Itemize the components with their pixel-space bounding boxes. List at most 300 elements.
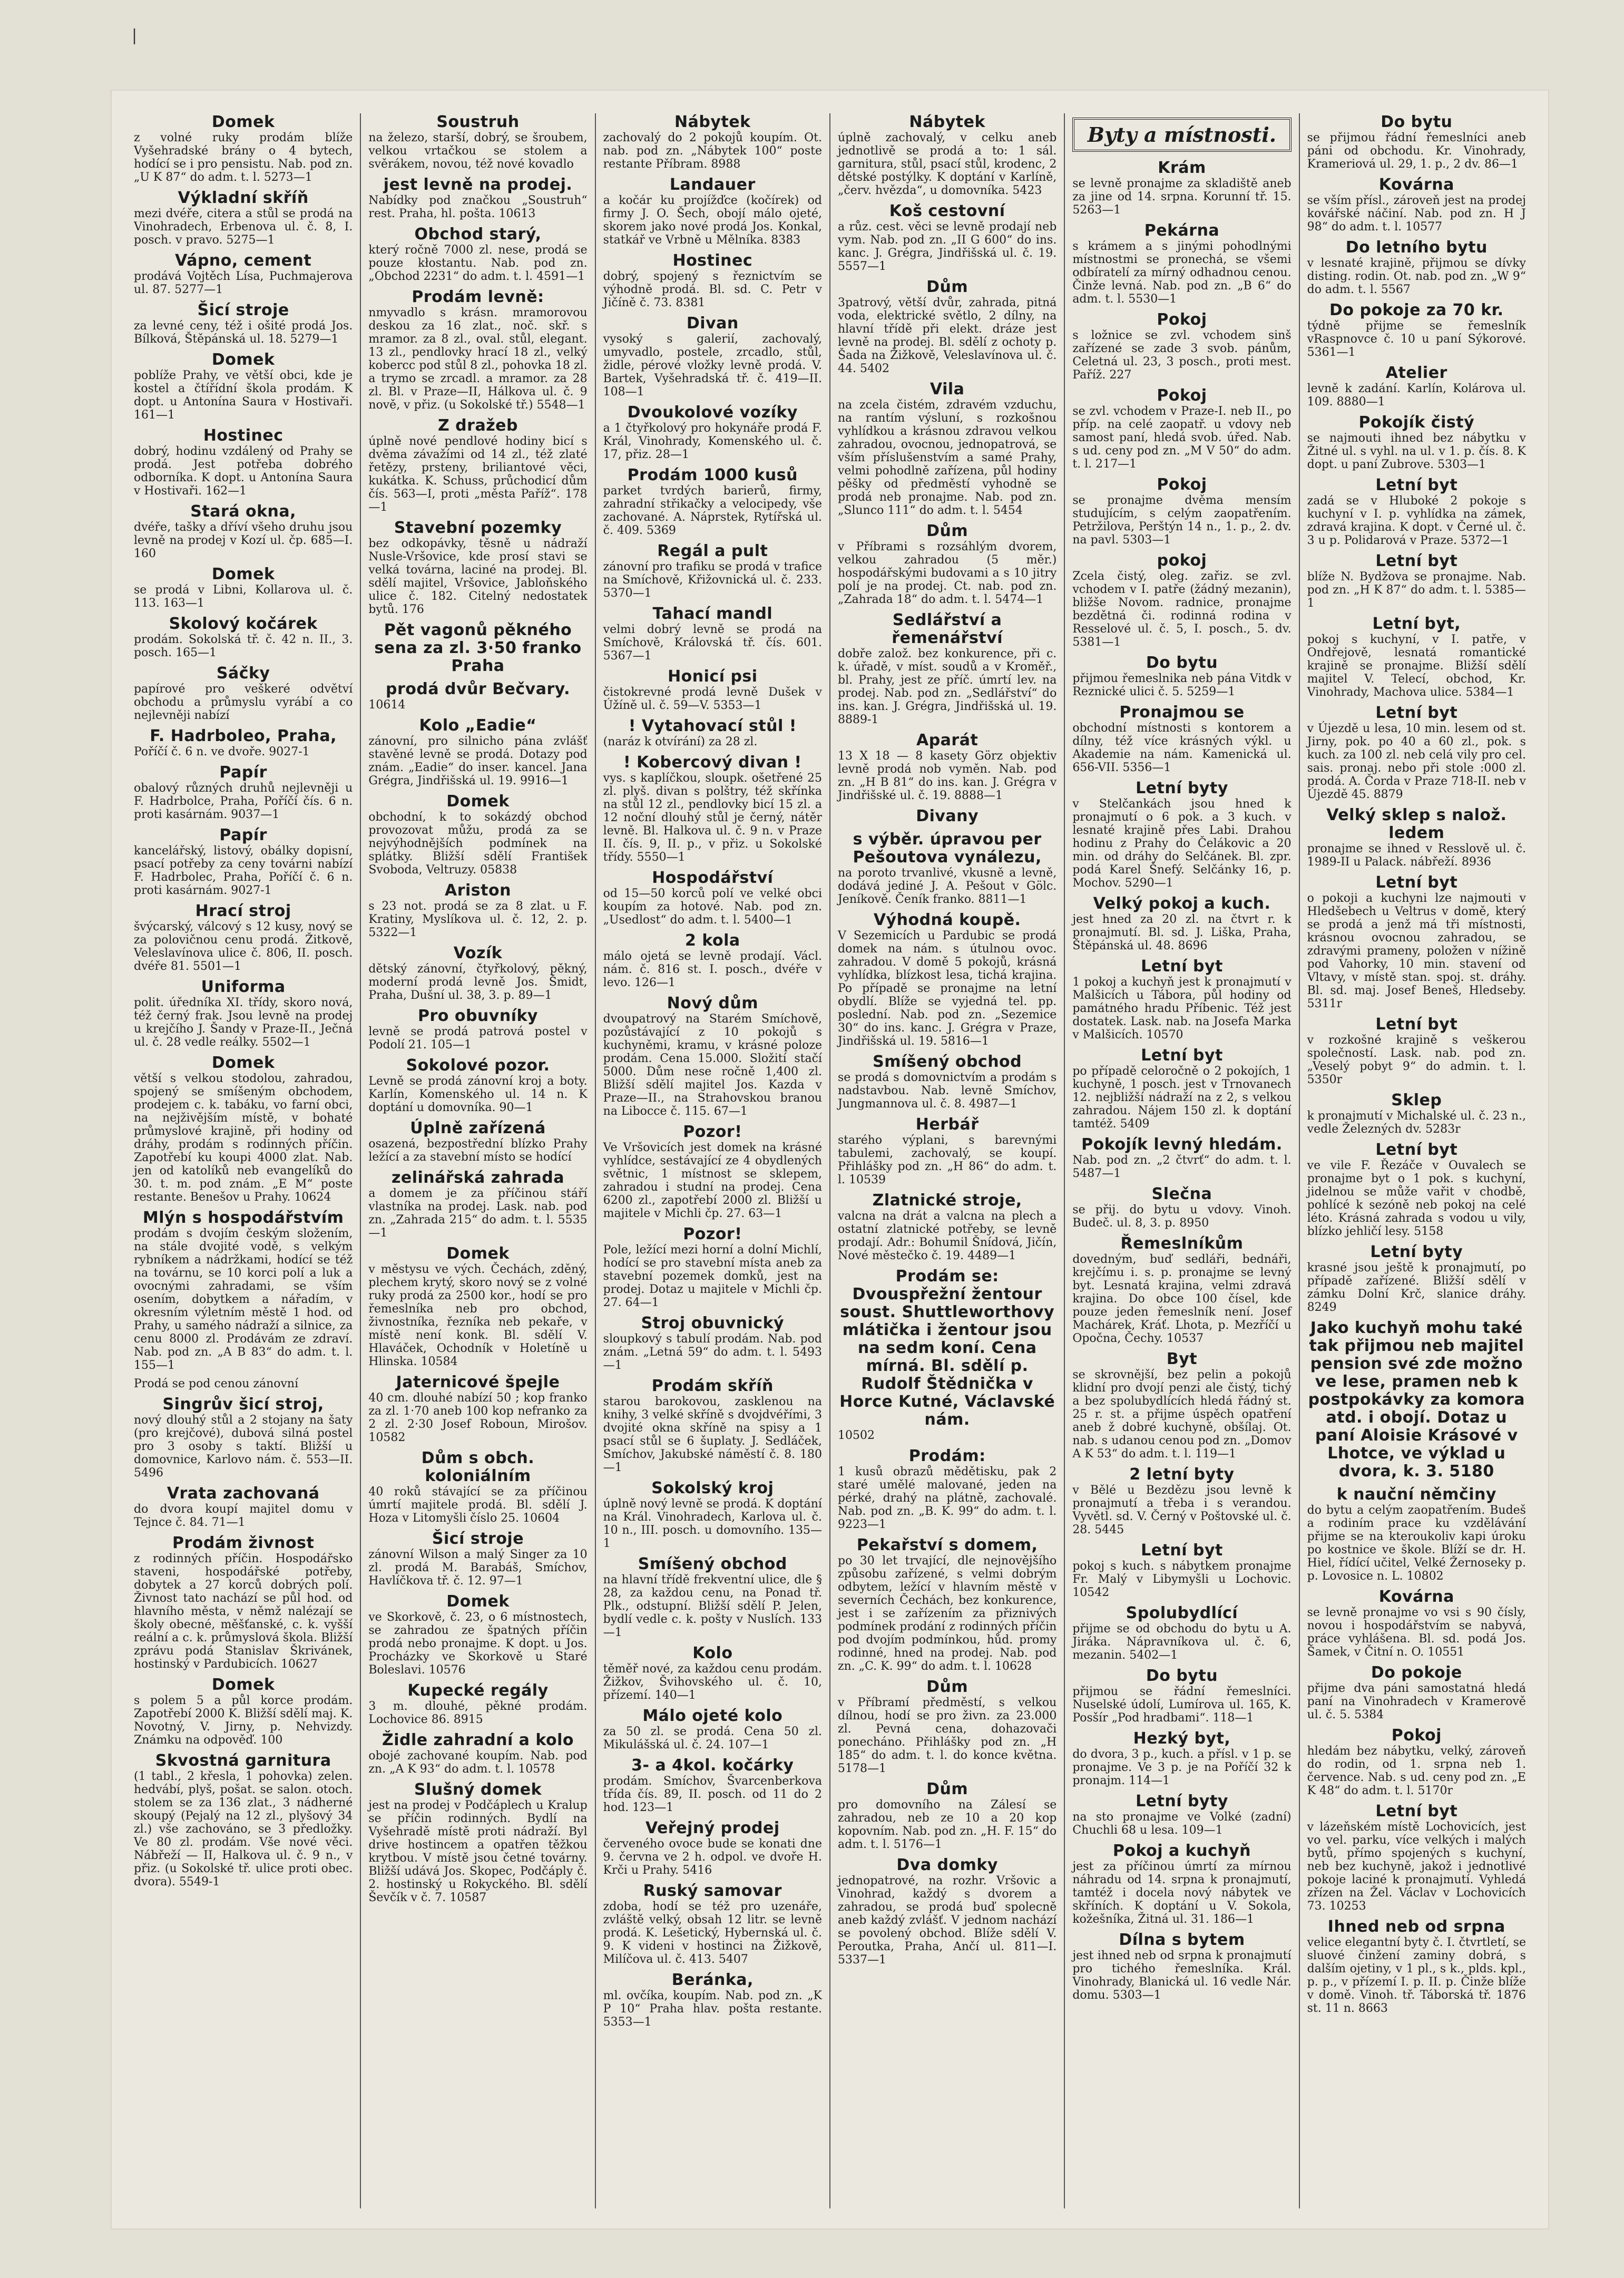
ad-heading: Ihned neb od srpna	[1327, 1917, 1505, 1936]
classified-ad	[1307, 1588, 1526, 1659]
ad-text: krasné jsou ještě k pronajmutí, po případě zařízené. Bližší sdělí v zámku Dolní Krč, slanice dráhy. 8249	[1307, 1261, 1526, 1314]
classified-ad	[368, 1007, 587, 1052]
ad-heading: Hostinec	[672, 251, 753, 270]
ad-text: a 1 čtyřkolový pro hokynáře prodá F. Král, Vinohrady, Komenského ul. č. 17, přiz. 28—1	[603, 422, 822, 461]
ad-heading: Sedlářství a řemenářství	[892, 611, 1003, 647]
classified-ad	[603, 1644, 822, 1702]
classified-ad	[368, 1245, 587, 1368]
ad-heading: Divany	[916, 807, 979, 825]
newspaper-page	[111, 26, 1549, 2230]
classified-ad	[134, 113, 353, 184]
classified-ad	[1307, 1141, 1526, 1238]
ad-text: z volné ruky prodám blíže Vyšehradské brány o 4 bytech, hodící se i pro pensistu. Nab. pod zn. „U K 87“ do adm. t. l. 5273—1	[134, 131, 353, 184]
ad-text: se prodá v Libni, Kollarova ul. č. 113. 163—1	[134, 583, 353, 610]
ad-heading: Do letního bytu	[1345, 238, 1488, 257]
ad-text: červeného ovoce bude se konati dne 9. června ve 2 h. odpol. ve dvoře H. Krči u Prahy. 5416	[603, 1837, 822, 1877]
ad-text: za levné ceny, též i ošité prodá Jos. Bílková, Štěpánská ul. 18. 5279—1	[134, 319, 353, 346]
ad-text: od 15—50 korců polí ve velké obci koupím za hotové. Nab. pod zn. „Usedlost“ do adm. t. l. 5400—1	[603, 887, 822, 927]
classified-ad	[838, 1678, 1056, 1775]
classified-ad	[603, 1479, 822, 1550]
ad-heading: Sáčky	[216, 664, 270, 683]
classified-ad	[603, 1377, 822, 1474]
ad-text: V Sezemicích u Pardubic se prodá domek na nám. s útulnou ovoc. zahradou. V domě 5 pokojů, krásná vyhlídka, blízkost lesa, tichá krajina. Po případě se pronajme na letní obydlí. Blíže se vyjedná tel. pp. poslední. Nab. pod zn. „Sezemice 30“ do ins. kanc. J. Grégra v Praze, Jindřišská ul. 19. 5816—1	[837, 929, 1057, 1048]
ad-text: 10502	[837, 1429, 875, 1442]
classified-ad	[1072, 1842, 1291, 1926]
classified-ad	[134, 665, 353, 722]
ad-text: na poroto trvanlivé, vkusně a levně, dodává jediné J. A. Pešout v Gölc. Jeníkově. Čeník franko. 8811—1	[837, 867, 1057, 906]
classified-ad	[134, 252, 353, 296]
ad-heading: Domek	[211, 1054, 275, 1072]
ad-heading: Letní byt	[1375, 476, 1458, 494]
ad-heading: Do bytu	[1381, 113, 1453, 131]
classified-ad	[1307, 414, 1526, 471]
ad-text: se prodá s domovnictvím a prodám s nadstavbou. Nab. levně Smíchov, Jungmannova ul. č. 8. 4987—1	[837, 1071, 1057, 1111]
classified-ad	[838, 1192, 1056, 1262]
ad-heading: Letní byt,	[1372, 615, 1461, 633]
ad-text: pokoj s kuch. s nábytkem pronajme Fr. Malý v Libymyšli u Lochovic. 10542	[1072, 1560, 1292, 1599]
classified-ad	[1307, 1664, 1526, 1721]
ad-heading: Skvostná garnitura	[155, 1751, 331, 1770]
ad-text: starého výplani, s barevnými tabulemi, zachovalý, se koupí. Přihlášky pod zn. „H 86“ do adm. t. l. 10539	[837, 1134, 1057, 1186]
classified-ad	[838, 1856, 1056, 1967]
ad-heading: Pokoj a kuchyň	[1112, 1842, 1251, 1860]
ad-text: vys. s kaplíčkou, sloupk. ošetřené 25 zl. plyš. divan s polštry, též skřínka na stůl 12 zl., pendlovky bicí 15 zl. a 12 noční dlouhý stůl je černý, nátěr levně. Bl. Halkova ul. č. 9 n. v Praze II. čís. 9, II. p., v přiz. u Sokolské třídy. 5550—1	[603, 772, 822, 864]
ad-heading: Soustruh	[436, 113, 520, 131]
classified-columns	[126, 113, 1533, 2208]
classified-ad	[838, 1053, 1056, 1111]
ad-heading: Domek	[211, 113, 275, 131]
classified-ad	[368, 945, 587, 1002]
classified-ad	[603, 542, 822, 600]
classified-ad	[1307, 364, 1526, 408]
classified-ad	[134, 727, 353, 758]
classified-ad	[134, 826, 353, 897]
ad-text: blíže N. Bydžova se pronajme. Nab. pod zn. „H K 87“ do adm. t. l. 5385—1	[1307, 570, 1526, 610]
ad-text: Zcela čistý, oleg. zařiz. se zvl. vchodem v I. patře (žádný mezanin), bližše Novom. radnice, pronajme bezdětná či. rodinná rodina v Resselové ul. č. 5, I. posch., 5. dv. 5381—1	[1072, 570, 1292, 649]
ad-heading: Šicí stroje	[197, 301, 289, 319]
classified-ad	[134, 1209, 353, 1372]
ad-heading: Domek	[211, 1676, 275, 1694]
ad-text: v Příbramí předměstí, s velkou dílnou, hodí se pro živn. za 23.000 zl. Pevná cena, dohazovači ponecháno. Přihlášky pod zn. „H 185“ do adm. t. l. do konce května. 5178—1	[837, 1696, 1057, 1775]
classified-ad	[134, 764, 353, 821]
classified-ad	[1072, 552, 1291, 649]
column-2	[360, 113, 594, 2208]
classified-ad	[1072, 1604, 1291, 1662]
ad-text: přijmou se řádní řemeslníci. Nuselské údolí, Lumírova ul. 165, K. Posšír „Pod hradbami“. 118—1	[1072, 1685, 1292, 1725]
ad-text: vysoký s galerií, zachovalý, umyvadlo, postele, zrcadlo, stůl, židle, pérové vložky levně prodá. V. Bartek, Vyšehradská tř. č. 419—II. 108—1	[603, 333, 822, 398]
classified-ad	[368, 1593, 587, 1677]
classified-ad	[368, 226, 587, 283]
ad-text: úplně nový levně se prodá. K doptání na Král. Vinohradech, Karlova ul. č. 10 n., III. posch. u domovního. 135—1	[603, 1497, 822, 1550]
ad-text: Nabídky pod značkou „Soustruh“ rest. Praha, hl. pošta. 10613	[368, 194, 588, 220]
ad-text: týdně přijme se řemeslník vRaspnovce č. 10 u paní Sýkorové. 5361—1	[1307, 319, 1526, 359]
section-header-box	[1072, 118, 1291, 152]
ad-heading: 2 letní byty	[1129, 1465, 1235, 1484]
ad-text: zadá se v Hluboké 2 pokoje s kuchyní v I. p. vyhlídka na zámek, zdravá krajina. K dopt. v Černé ul. č. 3 u p. Polidarová v Praze. 5372—1	[1307, 494, 1526, 547]
column-4	[829, 113, 1064, 2208]
ad-text: jest ihned neb od srpna k pronajmutí pro tichého řemeslníka. Král. Vinohrady, Blanická ul. 16 vedle Nár. domu. 5303—1	[1072, 1949, 1292, 2002]
ad-text: starou barokovou, zasklenou na knihy, 3 velké skříně s dvojdvéřími, 3 dvojité okna skříně na spisy a 1 psací stůl se 6 šuplaty. J. Sedláček, Smíchov, Jakubské náměstí č. 8. 180—1	[603, 1395, 822, 1474]
ad-heading: Byt	[1166, 1350, 1198, 1368]
ad-text: se vším přísl., zároveň jest na prodej kovářské náčiní. Nab. pod zn. H J 98“ do adm. t. l. 10577	[1307, 194, 1526, 233]
ad-text: v městysu ve vých. Čechách, zděný, plechem krytý, skoro nový se z volné ruky prodá za 2500 kor., hodí se pro řemeslníka neb pro obchod, živnostníka, řezníka neb pekaře, v místě není konk. Bl. sdělí V. Hlaváček, Ochodník v Holetíně u Hlinska. 10584	[368, 1263, 588, 1368]
classified-ad	[838, 1536, 1056, 1673]
ad-heading: Nábytek	[674, 113, 751, 131]
ad-heading: Smíšený obchod	[638, 1555, 787, 1573]
ad-heading: Do pokoje za 70 kr.	[1329, 301, 1504, 319]
ad-heading: Dům	[926, 1678, 968, 1696]
ad-heading: Prodám živnost	[172, 1534, 315, 1552]
ad-heading: Pekárna	[1144, 221, 1220, 240]
classified-ad	[134, 566, 353, 610]
classified-ad	[1072, 1730, 1291, 1787]
ad-text: polit. úředníka XI. třídy, skoro nová, též černý frak. Jsou levně na prodej u krejčího J. Šandy v Praze-II., Ječná ul. č. 28 vedle reálky. 5502—1	[134, 996, 353, 1049]
ad-text: zánovní Wilson a malý Singer za 10 zl. prodá M. Barabáš, Smíchov, Havlíčkova tř. č. 12. 97—1	[368, 1548, 588, 1588]
ad-text: 40 cm. dlouhé nabízí 50 ; kop franko za zl. 1·70 aneb 100 kop nefranko za 2 zl. 2·30 Josef Roboun, Mirošov. 10582	[368, 1391, 588, 1444]
ad-heading: Velký pokoj a kuch.	[1093, 894, 1271, 913]
ad-text: mezi dvéře, citera a stůl se prodá na Vinohradech, Erbenova ul. č. 8, I. posch. v pravo. 5275—1	[134, 207, 353, 247]
classified-ad	[368, 1169, 587, 1240]
classified-ad	[1307, 1486, 1526, 1583]
classified-ad	[134, 189, 353, 247]
ad-text: Poříčí č. 6 n. ve dvoře. 9027-1	[134, 745, 310, 758]
ad-heading: Prodám 1000 kusů	[627, 466, 798, 484]
classified-ad	[1072, 1542, 1291, 1599]
ad-heading: Letní byty	[1136, 1792, 1228, 1810]
ad-text: větší s velkou stodolou, zahradou, spojený se smíšeným obchodem, prodejem c. k. tabáku, vo farní obci, na nejživějším místě, v bohaté průmyslové krajině, při hodiny od dráhy, prodám s rodinných příčin. Zapotřebí ku koupi 4000 zlat. Nab. jen od katolíků neb evangelíků do 30. t. m. pod znám. „E M“ poste restante. Benešov u Prahy. 10624	[134, 1072, 353, 1204]
classified-ad	[368, 113, 587, 171]
classified-ad	[1072, 1047, 1291, 1131]
ad-heading: Velký sklep s nalož. ledem	[1326, 806, 1507, 842]
column-6	[1299, 113, 1533, 2208]
ad-heading: Vila	[930, 380, 965, 398]
ad-heading: Kovárna	[1378, 176, 1454, 194]
ad-heading: Vozík	[453, 944, 503, 962]
ad-heading: Pokoj	[1157, 475, 1207, 494]
ad-text: do bytu a celým zaopatřením. Budeš a rodiním prace ku vzdělávání přijme se na kteroukoliv kapi úroku po kostnice ve škole. Blíží se dr. H. Hiel, řídící učitel, Velké Žernoseky p. p. Lovosice n. L. 10802	[1307, 1504, 1526, 1583]
ad-heading: Letní byt	[1141, 1046, 1223, 1065]
ad-heading: Pokoj	[1157, 310, 1207, 329]
classified-ad	[1072, 704, 1291, 774]
ad-text: s polem 5 a půl korce prodám. Zapotřebí 2000 K. Bližší sdělí maj. K. Novotný, V. Jirny, p. Nehvizdy. Známku na odpověď. 100	[134, 1694, 353, 1747]
ad-heading: Nový dům	[667, 994, 758, 1013]
ad-heading: Letní byt	[1141, 1541, 1223, 1560]
classified-ad	[1307, 1016, 1526, 1086]
ad-text: 10614	[368, 698, 406, 712]
classified-ad	[838, 732, 1056, 802]
ad-text: jednopatrové, na rozhr. Vršovic a Vinohrad, každý s dvorem a zahradou, se prodá buď spolecně aneb každý zvlášť. V jednom nachází se povolený obchod. Blíže sdělí V. Peroutka, Praha, Ančí ul. 811—I. 5337—1	[837, 1874, 1057, 1967]
classified-ad	[838, 911, 1056, 1048]
classified-ad	[368, 176, 587, 220]
ad-text: prodám s dvojím českým složením, na stále dvojité vodě, s velkým rybníkem a nádržkami, hodící se též na továrnu, se 10 korci polí a luk a ovocnými zahradami, se vším osením, dobytkem a nářadím, v okresním výletním městě 1 hod. od Prahy, u samého nádraží a silnice, za cenu 8000 zl. Prodávám ze zdraví. Nab. pod zn. „A B 83“ do adm. t. l. 155—1	[134, 1227, 353, 1372]
ad-heading: Atelier	[1385, 364, 1447, 382]
classified-ad	[134, 1676, 353, 1747]
ad-heading: Tahací mandl	[652, 605, 773, 623]
ad-text: parket tvrdých barierů, firmy, zahradní střikačky a velocipedy, vše zachované. A. Náprstek, Rytířská ul. č. 409. 5369	[603, 484, 822, 537]
ad-heading: Krám	[1158, 159, 1206, 177]
ad-heading: Uniforma	[201, 978, 286, 996]
ad-heading: Beránka,	[671, 1971, 754, 1989]
ad-heading: Výkladní skříň	[178, 189, 309, 207]
classified-ad	[368, 1119, 587, 1164]
classified-ad	[134, 1054, 353, 1204]
classified-ad	[1307, 1243, 1526, 1314]
classified-ad	[368, 288, 587, 412]
ad-text: zánovní pro trafiku se prodá v trafice na Smíchově, Křižovnická ul. č. 233. 5370—1	[603, 560, 822, 600]
ad-heading: Herbář	[915, 1115, 979, 1134]
ad-text: v rozkošné krajině s veškerou společností. Lask. nab. pod zn. „Veselý pobyt 9“ do admin. t. l. 5350r	[1307, 1034, 1526, 1086]
ad-text: se zvl. vchodem v Praze-I. neb II., po příp. na celé zaopatř. u vdovy neb samost paní, hledá svob. úřed. Nab. s ud. ceny pod zn. „M V 50“ do adm. t. l. 217—1	[1072, 405, 1292, 471]
ad-text: na zcela čistém, zdravém vzduchu, na rantím výsluní, s rozkošnou vyhlídkou a krásnou zdravou velkou zahradou, ovocnou, jednopatrová, se vším příslušenstvím a samé Prahy, velmi pohodlně zařízena, půl hodiny pěšky od předměstí vyhodně se prodá neb pronajme. Nab. pod zn. „Slunco 111“ do adm. t. l. 5454	[837, 398, 1057, 517]
ad-heading: Dvoukolové vozíky	[627, 403, 798, 422]
classified-ad	[1307, 176, 1526, 233]
ad-heading: 2 kola	[685, 931, 740, 950]
classified-ad	[603, 605, 822, 663]
ad-text: těměř nové, za každou cenu prodám. Žižkov, Švihovského ul. č. 10, přízemí. 140—1	[603, 1662, 822, 1702]
ad-heading: zelinářská zahrada	[391, 1169, 565, 1187]
margin-mark: |	[132, 26, 138, 45]
ad-text: ve vile F. Řezáče v Ouvalech se pronajme byt o 1 pok. s kuchyní, jidelnou se může vařit v chodbě, pohlícé k sezóně neb pokoj na celé léto. Krásná zahrada s vodou u vily, blízko jehličí lesy. 5158	[1307, 1159, 1526, 1238]
column-5	[1064, 113, 1298, 2208]
classified-ad	[838, 611, 1056, 726]
classified-ad	[1072, 1793, 1291, 1837]
ad-heading: Jaternicové špejle	[396, 1373, 560, 1391]
ad-text: (1 tabl., 2 křesla, 1 pohovka) zelen. hedvábí, plyš, pošat. se salon. otoch. stolem se za 136 zlat., 3 nádherné skoupý (Pejalý na 12 zl., plyšový 34 zl.) vše zachováno, se 3 předložky. Ve 80 zl. prodám. Vše nové věci. Nábřeží — II, Halkova ul. č. 9 n., v přiz. (u Sokolské tř. ulice proti obec. dvora). 5549-1	[134, 1770, 353, 1888]
ad-heading: Domek	[211, 565, 275, 583]
ad-heading: Šicí stroje	[432, 1530, 524, 1548]
ad-text: s krámem a s jinými pohodlnými místnostmi se pronechá, se všemi odbíratelí za mírný odhadnou cenou. Činže levná. Nab. pod zn. „B 6“ do adm. t. l. 5530—1	[1072, 240, 1292, 306]
classified-ad	[838, 1447, 1056, 1531]
classified-ad	[368, 1781, 587, 1904]
classified-ad	[603, 1757, 822, 1814]
ad-text: dovedným, buď sedláři, bednáři, krejčímu i. s. p. pronajme se levný byt. Lesnatá krajina, velmi zdravá krajina. Do obce 100 čísel, kde pouze jeden řemeslník není. Josef Machárek, Kráť. Lhota, p. Mezříčí u Opočna, Čechy. 10537	[1072, 1253, 1292, 1345]
ad-heading: Vápno, cement	[175, 251, 312, 270]
ad-heading: Honicí psi	[668, 667, 758, 686]
ad-heading: Do bytu	[1146, 1667, 1218, 1685]
ad-heading: Z dražeb	[437, 416, 518, 435]
classified-ad	[838, 113, 1056, 197]
classified-ad	[368, 1374, 587, 1444]
ad-text: s 23 not. prodá se za 8 zlat. u F. Kratiny, Myslíkova ul. č. 12, 2. p. 5322—1	[368, 900, 588, 939]
ad-heading: 3- a 4kol. kočárky	[631, 1756, 794, 1775]
classified-ad	[603, 995, 822, 1118]
ad-text: na hlavní třídě frekventní ulice, dle § 28, za každou cenu, na Ponad tř. Plk., odstupní. Bližší sdělí P. Jelen, bydlí vedle c. k. pošty v Nuslích. 133—1	[603, 1573, 822, 1639]
ad-text: hledám bez nábytku, velký, zároveň do rodin, od 1. srpna neb 1. července. Nab. s ud. ceny pod zn. „E K 48“ do adm. t. l. 5170r	[1307, 1745, 1526, 1797]
classified-ad	[368, 519, 587, 616]
classified-ad	[134, 1485, 353, 1529]
ad-heading: Pokoj	[1391, 1726, 1442, 1745]
classified-ad	[838, 1780, 1056, 1851]
ad-heading: Landauer	[669, 176, 756, 194]
classified-ad	[603, 869, 822, 927]
classified-ad	[603, 466, 822, 537]
ad-heading: Pokoj	[1157, 386, 1207, 405]
ad-text: málo ojetá se levně prodají. Václ. nám. č. 816 st. I. posch., dvéře v levo. 126—1	[603, 950, 822, 989]
ad-text: se levně pronajme za skladiště aneb za jine od 14. srpna. Korunní tř. 15. 5263—1	[1072, 177, 1292, 217]
column-3	[595, 113, 829, 2208]
ad-heading: Letní byty	[1136, 779, 1228, 797]
classified-ad	[368, 882, 587, 939]
ad-text: 3 m. dlouhé, pěkné prodám. Lochovice 86. 8915	[368, 1700, 588, 1726]
classified-ad	[368, 1449, 587, 1525]
ad-heading: Papír	[219, 826, 267, 844]
ad-text: 13 X 18 — 8 kasety Görz objektiv levně prodá nob vyměn. Nab. pod zn. „H B 81“ do ins. kan. J. Grégra v Jindřišské ul. č. 19. 8888—1	[837, 749, 1057, 802]
ad-heading: Řemeslníkům	[1120, 1234, 1244, 1253]
classified-ad	[603, 754, 822, 864]
ad-text: a růz. cest. věci se levně prodají neb vym. Nab. pod zn. „II G 600“ do ins. kanc. J. Grégra, Jindřišská ul. č. 19. 5557—1	[837, 220, 1057, 273]
ad-text: čistokrevné prodá levně Dušek v Úžíně ul. č. 59—V. 5353—1	[603, 686, 822, 712]
ad-text: sloupkový s tabulí prodám. Nab. pod znám. „Letná 59“ do adm. t. l. 5493—1	[603, 1332, 822, 1372]
classified-ad	[1072, 958, 1291, 1041]
classified-ad	[1072, 1235, 1291, 1345]
classified-ad	[603, 315, 822, 398]
ad-heading: Kolo „Eadie“	[419, 716, 537, 735]
ad-text: se přij. do bytu u vdovy. Vinoh. Budeč. ul. 8, 3. p. 8950	[1072, 1203, 1292, 1230]
ad-text: obalový různých druhů nejlevněji u F. Hadrbolce, Praha, Poříčí čís. 6 n. proti kasárnám. 9037—1	[134, 782, 353, 821]
classified-ad	[1307, 1092, 1526, 1136]
ad-text: bez odkopávky, těsně u nádraží Nusle-Vršovice, kde prosí stavi se velká továrna, laciné na prodej. Bl. sdělí majitel, Vršovice, Jabloňského ulice č. 182. Citelný nedostatek bytů. 176	[368, 537, 588, 616]
classified-ad	[134, 1752, 353, 1888]
classified-ad	[1072, 1136, 1291, 1180]
ad-heading: prodá dvůr Bečvary.	[386, 680, 570, 698]
ad-heading: Pro obuvníky	[418, 1007, 538, 1025]
ad-heading: Do bytu	[1146, 654, 1218, 672]
section-header: Byty a místnosti.	[1087, 123, 1277, 147]
ad-text: v Příbrami s rozsáhlým dvorem, velkou zahradou (5 měr.) hospodářskými budovami a s 10 jitry polí je na prodej. Ct. nab. pod zn. „Zahrada 18“ do adm. t. l. 5474—1	[837, 540, 1057, 606]
ad-heading: Do pokoje	[1371, 1663, 1462, 1682]
ad-text: o pokoji a kuchyni lze najmouti v Hledšebech u Veltrus v domě, který se prodá a jenž má tři místnosti, krásnou ovocnou zahradou, se zdravými prameny, položen v nížině pod Vahorky, 10 min. stavení od Vltavy, v místě stan. spoj. st. dráhy. Bl. sd. maj. Josef Beneš, Hledseby. 5311r	[1307, 892, 1526, 1010]
ad-heading: Stavební pozemky	[394, 519, 562, 537]
ad-heading: Regál a pult	[657, 542, 768, 560]
ad-text: jest za příčinou úmrtí za mírnou náhradu od 14. srpna k pronajmutí, tamtéž i docela nový nábytek ve skříních. K doptání u V. Sokola, kožešníka, Žitná ul. 31. 186—1	[1072, 1860, 1292, 1926]
ad-text: za 50 zl. se prodá. Cena 50 zl. Mikulášská ul. č. 24. 107—1	[603, 1725, 822, 1751]
classified-ad	[368, 621, 587, 675]
ad-text: Levně se prodá zánovní kroj a boty. Karlín, Komenského ul. 14 n. K doptání u domovníka. 90—1	[368, 1075, 588, 1114]
ad-heading: Hospodářství	[652, 869, 774, 887]
ad-heading: Pronajmou se	[1119, 703, 1245, 722]
ad-text: 3patrový, větší dvůr, zahrada, pitná voda, elektrické světlo, 2 dílny, na hlavní třídě při elekt. dráze jest levně na prodej. Bl. sdělí z ochoty p. Šada na Žižkově, Veleslavínova ul. č. 44. 5402	[837, 296, 1057, 375]
ad-text: obojé zachované koupím. Nab. pod zn. „A K 93“ do adm. t. l. 10578	[368, 1749, 588, 1776]
ad-heading: Prodám skříň	[651, 1377, 774, 1395]
ad-heading: Pozor!	[683, 1123, 742, 1141]
ad-heading: Sklep	[1391, 1091, 1442, 1109]
classified-ad	[603, 1555, 822, 1639]
ad-text: pronajme se ihned v Resslově ul. č. 1989-II u Palack. nábřeží. 8936	[1307, 842, 1526, 869]
ad-heading: Domek	[211, 351, 275, 369]
ad-text: se najmouti ihned bez nábytku v Žitné ul. s vyhl. na ul. v 1. p. čís. 8. K dopt. u paní Zubrove. 5303—1	[1307, 432, 1526, 471]
ad-heading: Letní byt	[1375, 873, 1458, 892]
ad-text: (naráz k otvírání) za 28 zl.	[603, 735, 758, 748]
ad-heading: Dům	[926, 1780, 968, 1798]
ad-heading: Málo ojeté kolo	[642, 1707, 783, 1725]
ad-text: na sto pronajme ve Volké (zadní) Chuchli 68 u lesa. 109—1	[1072, 1810, 1292, 1837]
ad-text: dvoupatrový na Starém Smíchově, pozůstávající z 10 pokojů s kuchyněmi, kramu, v krásné poloze prodám. Cena 15.000. Složití stačí 5000. Dům nese ročně 1,400 zl. Bližší sdělí majitel Jos. Kazda v Praze—II., na Strahovskou branou na Libocce č. 115. 67—1	[603, 1013, 822, 1118]
ad-text: se přijmou řádní řemeslníci aneb páni od obchodu. Kr. Vinohrady, Krameriová ul. 29, 1. p., 2 dv. 86—1	[1307, 131, 1526, 171]
ad-heading: Domek	[446, 1592, 510, 1611]
ad-heading: Letní byt	[1375, 552, 1458, 570]
ad-heading: ! Vytahovací stůl !	[628, 717, 797, 735]
classified-ad	[1307, 552, 1526, 610]
classified-ad	[368, 1530, 587, 1588]
ad-text: Prodá se pod cenou zánovní	[134, 1377, 299, 1390]
ad-text: který ročně 7000 zl. nese, prodá se pouze kłostantu. Nab. pod zn. „Obchod 2231“ do adm. t. l. 4591—1	[368, 244, 588, 283]
classified-ad	[368, 680, 587, 712]
classified-ad	[838, 522, 1056, 606]
classified-ad	[1072, 1931, 1291, 2002]
classified-ad	[1307, 806, 1526, 869]
classified-ad	[1072, 476, 1291, 547]
classified-ad	[603, 1707, 822, 1751]
classified-ad	[368, 1682, 587, 1726]
ad-text: obchodní, k to sokázdý obchod provozovat můžu, prodá za se nejvýhodnějších podmínek na splátky. Bližší sdělí František Svoboda, Veltruzy. 05838	[368, 811, 588, 877]
ad-heading: Sokolové pozor.	[406, 1056, 550, 1075]
classified-ad	[1072, 1667, 1291, 1725]
ad-text: úplně zachovalý, v celku aneb jednotlivě se prodá a to: 1 sál. garnitura, stůl, psací stůl, krodenc, 2 dětské postýlky. K doptání v Karlíně, „červ. hvězda“, u domovníka. 5423	[837, 131, 1057, 197]
ad-heading: Obchod starý,	[414, 225, 542, 244]
ad-text: kancelářský, listový, obálky dopisní, psací potřeby za ceny továrni nabízí F. Hadrbolec, Praha, Poříčí č. 6 n. proti kasárnám. 9027-1	[134, 844, 353, 897]
classified-ad	[1307, 239, 1526, 296]
ad-heading: Letní byt	[1375, 1141, 1458, 1159]
ad-heading: Smíšený obchod	[873, 1053, 1022, 1071]
ad-text: obchodní místnosti s kontorem a dílny, též více krásných výkl. u Akademie na nám. Kamenická ul. 656-VII. 5356—1	[1072, 722, 1292, 774]
ad-text: zánovní, pro silnicho pána zvlášť stavěné levně se prodá. Dotazy pod znám. „Eadie“ do inser. kancel. Jana Grégra, Jindřišská ul. 19. 9916—1	[368, 735, 588, 787]
ad-heading: Úplně zařízená	[410, 1119, 546, 1137]
ad-heading: Kolo	[692, 1644, 733, 1662]
classified-ad	[603, 1225, 822, 1309]
classified-ad	[603, 113, 822, 171]
ad-heading: Ariston	[445, 881, 511, 900]
classified-ad	[838, 381, 1056, 517]
ad-text: s ložnice se zvl. vchodem sinš zařízené se zade 3 svob. pánům, Celetná ul. 23, 3 posch., proti mest. Paříž. 227	[1072, 329, 1292, 382]
classified-ad	[603, 932, 822, 989]
ad-text: papírové pro veškeré odvětví obchodu a průmyslu vyrábí a co nejlevněji nabízí	[134, 683, 353, 722]
ad-heading: k nauční němčiny	[1336, 1485, 1496, 1504]
ad-text: Ve Vršovicích jest domek na krásné vyhlídce, sestávající ze 4 obydlených světnic, 1 místnost se sklepem, zahradou i studní na prodej. Cena 6200 zl., zapotřebí 2000 zl. Bližší u majitele v Michli čp. 27. 63—1	[603, 1141, 822, 1220]
classified-ad	[134, 1534, 353, 1671]
ad-text: jest na prodej v Podčáplech u Kralup se příčin rodinných. Bydlí na Vyšehradě místě proti nádraží. Byl drive hostincem a opatřen těžkou krytbou. V místě jsou četné továrny. Bližší udává Jos. Skopec, Podčáply č. 2. hostinský u Rokyckého. Bl. sdělí Ševčík v č. 7. 10587	[368, 1799, 588, 1904]
classified-ad	[838, 807, 1056, 825]
ad-heading: Hezký byt,	[1133, 1729, 1231, 1748]
classified-ad	[1072, 387, 1291, 471]
classified-ad	[1072, 311, 1291, 382]
ad-heading: ! Kobercový divan !	[623, 753, 802, 772]
ad-heading: F. Hadrboleo, Praha,	[150, 727, 337, 745]
ad-heading: Domek	[446, 1244, 510, 1263]
ad-heading: Dům s obch. koloniálním	[421, 1449, 535, 1485]
ad-heading: Divan	[686, 314, 739, 333]
ad-text: úplně nové pendlové hodiny bicí s dvěma závažími od 14 zl., též zlaté řetězy, prsteny, briliantové věci, kukátka. K. Schuss, průchodicí dům čís. 563—I, proti „města Paříž“. 178—1	[368, 435, 588, 514]
ad-text: švýcarský, válcový s 12 kusy, nový se za polovičnou cenu prodá. Žitkově, Veleslavínova ulice č. 806, II. posch. dvéře 81. 5501—1	[134, 920, 353, 973]
ad-heading: Sokolský kroj	[651, 1479, 774, 1497]
ad-text: do dvora koupí majitel domu v Tejnce č. 84. 71—1	[134, 1503, 353, 1529]
ad-text: dobrý, hodinu vzdálený od Prahy se prodá. Jest potřeba dobrého odborníka. K dopt. u Antonína Saura v Hostivaři. 162—1	[134, 445, 353, 498]
ad-text: prodám. Sokolská tř. č. 42 n. II., 3. posch. 165—1	[134, 633, 353, 659]
classified-ad	[1072, 780, 1291, 890]
ad-heading: Zlatnické stroje,	[872, 1191, 1022, 1210]
ad-heading: Spolubydlící	[1126, 1604, 1238, 1622]
ad-text: levně k zadání. Karlín, Kolárova ul. 109. 8880—1	[1307, 382, 1526, 408]
classified-ad	[1307, 1319, 1526, 1481]
ad-text: poblíže Prahy, ve větší obci, kde je kostel a čtířídní škola prodám. K dopt. u Antonína Saura v Hostivaři. 161—1	[134, 369, 353, 422]
classified-ad	[134, 615, 353, 659]
classified-ad	[368, 417, 587, 514]
ad-heading: Letní byt	[1375, 1802, 1458, 1821]
ad-text: po 30 let trvající, dle nejnovějšího způsobu zařízené, s velmi dobrým odbytem, ležící v hlavním městě v severních Čechách, bez konkurence, jest i se zařízením za přiznivých podmínek prodání z rodinných příčin pod dvojím podmínkou, hůd. promy rodinné, hned na prodej. Nab. pod zn. „C. K. 99“ do adm. t. l. 10628	[837, 1554, 1057, 1673]
classified-ad	[838, 1116, 1056, 1186]
classified-ad	[1072, 1466, 1291, 1536]
ad-heading: Pokojík čistý	[1358, 413, 1475, 432]
classified-ad	[1307, 476, 1526, 547]
